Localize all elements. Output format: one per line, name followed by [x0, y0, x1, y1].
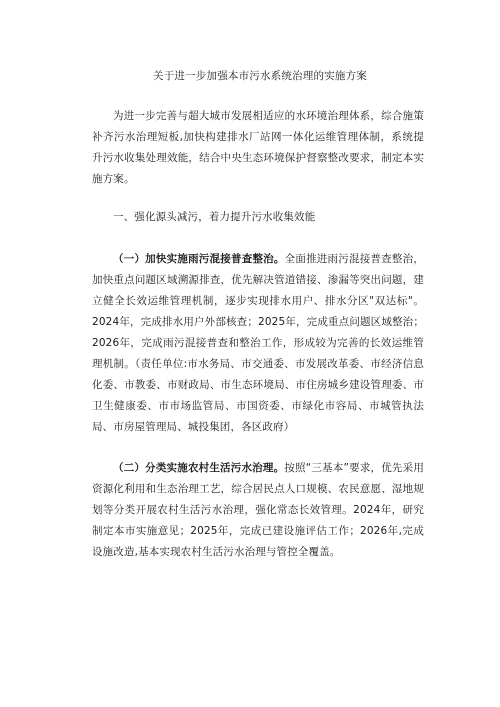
section-heading-1: 一、强化源头减污，着力提升污水收集效能 — [113, 211, 316, 223]
item-2-lead: （二）分类实施农村生活污水治理。 — [113, 462, 285, 474]
item-1-body: 全面推进雨污混接普查整治，加快重点问题区域溯源排查，优先解决管道错接、渗漏等突出问题，建立健全长效运维管理机制，逐步实现排水用户、排水分区"双达标"。2024年，完成排水用户外部核查；2025年，完成重点问题区域整治；2026年，完成雨污混接普查和整治工作，形成较为完善的长效运维管理机制。（责任单位:市水务局、市交通委、市发展改革委、市经济信息化委、市教委、市财政局、市生态环境局、市住房城乡建设管理委、市卫生健康委、市市场监管局、市国资委、市绿化市容局、市城管执法局、市房屋管理局、城投集团，各区政府） — [92, 253, 424, 433]
item-2-paragraph — [92, 458, 424, 563]
document-title: 关于进一步加强本市污水系统治理的实施方案 — [153, 70, 367, 82]
item-1-paragraph — [92, 249, 424, 438]
item-1-lead: （一）加快实施雨污混接普查整治。 — [113, 253, 285, 265]
item-2-body: 按照“三基本”要求，优先采用资源化利用和生态治理工艺，综合居民点人口规模、农民意愿、湿地规划等分类开展农村生活污水治理，强化常态长效管理。2024年，研究制定本市实施意见；2025年，完成已建设施评估工作；2026年,完成设施改造,基本实现农村生活污水治理与管控全覆盖。 — [92, 462, 424, 558]
intro-paragraph: 为进一步完善与超大城市发展相适应的水环境治理体系，综合施策补齐污水治理短板,加快构建排水厂站网一体化运维管理体制，系统提升污水收集处理效能，结合中央生态环境保护督察整改要求，制定本实施方案。 — [92, 110, 424, 185]
